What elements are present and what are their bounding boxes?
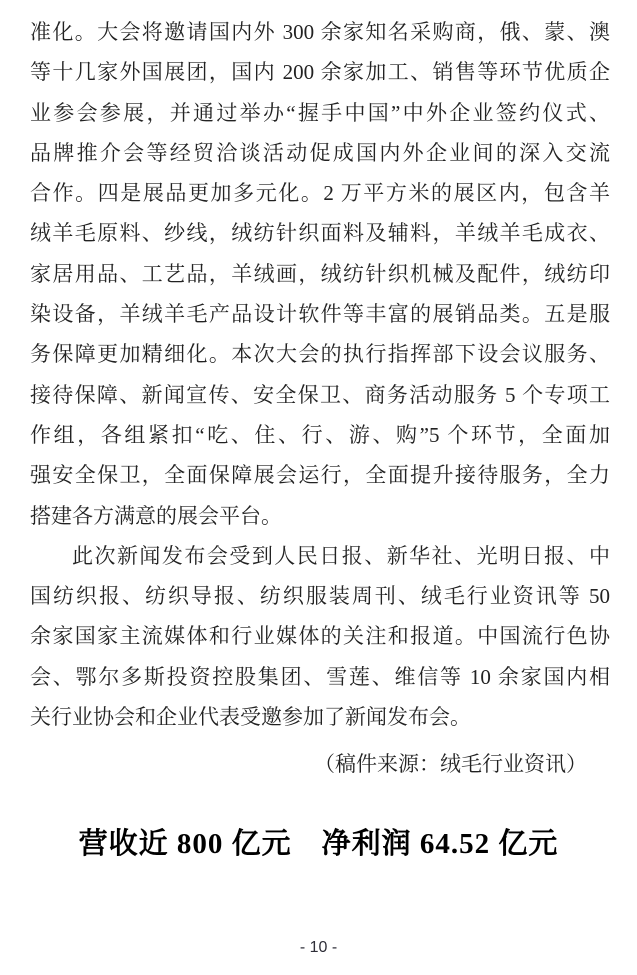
- body-text-line: 接待保障、新闻宣传、安全保卫、商务活动服务 5 个专项工: [30, 382, 610, 407]
- body-text-line: 绒羊毛原料、纱线，绒纺针织面料及辅料，羊绒羊毛成衣、: [30, 221, 610, 246]
- body-text-line: 家居用品、工艺品，羊绒画，绒纺针织机械及配件，绒纺印: [30, 261, 610, 286]
- body-text-line: 搭建各方满意的展会平台。: [30, 503, 282, 528]
- body-text-line: 作组，各组紧扣“吃、住、行、游、购”5 个环节，全面加: [30, 422, 610, 447]
- body-text-line: 国纺织报、纺织导报、纺织服装周刊、绒毛行业资讯等 50: [30, 584, 610, 609]
- article-body: [30, 12, 610, 737]
- body-text-line: 业参会参展，并通过举办“握手中国”中外企业签约仪式、: [30, 100, 610, 125]
- source-attribution: （稿件来源：绒毛行业资讯）: [314, 752, 587, 776]
- body-text-line: 合作。四是展品更加多元化。2 万平方米的展区内，包含羊: [30, 181, 610, 206]
- page-number: - 10 -: [299, 939, 338, 956]
- body-text-line: 强安全保卫，全面保障展会运行，全面提升接待服务，全力: [30, 463, 610, 488]
- body-text-line: 务保障更加精细化。本次大会的执行指挥部下设会议服务、: [30, 342, 610, 367]
- body-text-line: 关行业协会和企业代表受邀参加了新闻发布会。: [30, 705, 471, 730]
- body-text-line: 准化。大会将邀请国内外 300 余家知名采购商，俄、蒙、澳: [30, 20, 610, 44]
- body-text-line: 余家国家主流媒体和行业媒体的关注和报道。中国流行色协: [30, 624, 610, 649]
- body-text-line: 品牌推介会等经贸洽谈活动促成国内外企业间的深入交流: [30, 140, 610, 165]
- body-text-line: 此次新闻发布会受到人民日报、新华社、光明日报、中: [72, 543, 610, 568]
- body-text-line: 会、鄂尔多斯投资控股集团、雪莲、维信等 10 余家国内相: [30, 664, 610, 689]
- body-text-line: 染设备，羊绒羊毛产品设计软件等丰富的展销品类。五是服: [30, 302, 610, 327]
- body-text-line: 等十几家外国展团，国内 200 余家加工、销售等环节优质企: [30, 60, 610, 85]
- section-heading: 营收近 800 亿元 净利润 64.52 亿元: [78, 828, 559, 860]
